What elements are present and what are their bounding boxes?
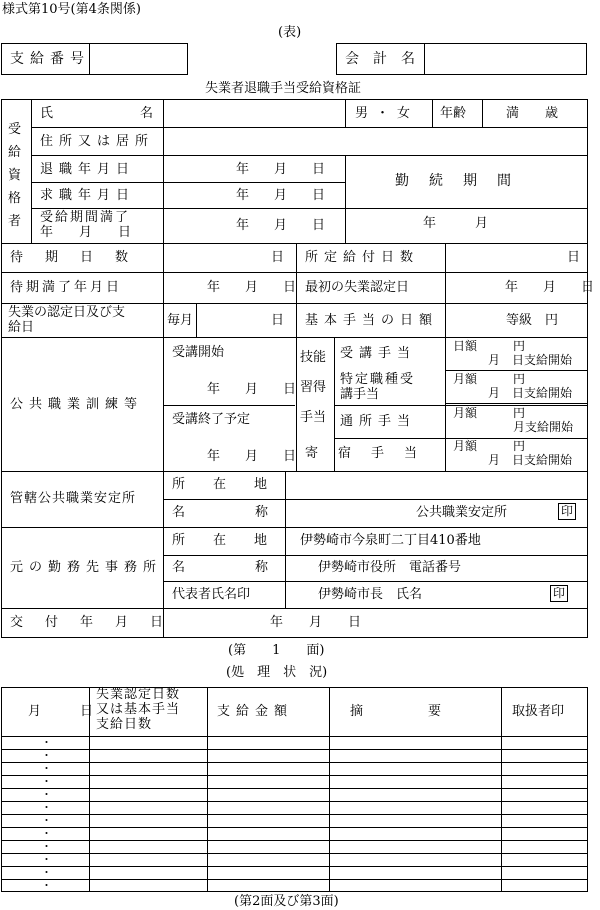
date-dot: ・: [41, 814, 52, 827]
lecture-allowance-label: 受講手当: [340, 346, 417, 361]
employer-name-label: 名称: [172, 560, 339, 575]
employer-location-label: 所在地: [172, 533, 296, 548]
table-row: [1, 840, 588, 841]
col-header-date: 月 日: [28, 704, 94, 719]
date-dot: ・: [41, 879, 52, 892]
waiting-end-label: 待期満了年月日: [10, 280, 123, 295]
office-seal: 印: [558, 503, 576, 520]
grade-yen: 等級 円: [506, 313, 559, 328]
period-end-label-2: 年 月 日: [40, 225, 132, 240]
cert-day-label-1: 失業の認定日及び支: [8, 305, 126, 320]
table-row: [1, 775, 588, 776]
name-label-2: 名: [140, 106, 154, 121]
col-header-remarks: 摘 要: [350, 704, 442, 719]
special-allowance-label-2: 講手当: [340, 387, 380, 402]
lodging-monthly-start: 月 日支給開始: [488, 453, 573, 467]
employer-location-value: 伊勢崎市今泉町二丁目410番地: [300, 533, 481, 548]
skill-label-1: 技能: [300, 350, 327, 365]
table-row: [1, 814, 588, 815]
form-number: 様式第10号(第4条関係): [2, 2, 141, 17]
issue-date-label: 交付年月日: [10, 615, 186, 630]
date-dot: ・: [41, 736, 52, 749]
commute-monthly-start: 月支給開始: [513, 420, 574, 434]
front-side-label: (表): [278, 25, 302, 40]
page-number: (第 1 面): [228, 643, 325, 658]
first-cert-label: 最初の失業認定日: [305, 280, 410, 295]
training-label: 公共職業訓練等: [10, 397, 144, 412]
table-row: [1, 827, 588, 828]
training-end-value: 年 月 日: [207, 449, 303, 464]
office-location-label: 所在地: [172, 477, 296, 492]
address-label: 住所又は居所: [40, 134, 155, 149]
table-row: [1, 801, 588, 802]
col-header-days-1: 失業認定日数: [96, 687, 181, 702]
lecture-daily-amount: 日額 円: [453, 339, 526, 353]
waiting-end-value: 年 月 日: [207, 280, 303, 295]
employer-seal: 印: [550, 585, 568, 602]
retire-date-value: 年 月 日: [236, 162, 332, 177]
service-period-label: 勤続期間: [395, 173, 531, 189]
lecture-daily-start: 月 日支給開始: [488, 353, 573, 367]
special-monthly-start: 月 日支給開始: [488, 386, 573, 400]
training-start-label: 受講開始: [172, 345, 225, 360]
table-row: [1, 866, 588, 867]
employer-rep-value: 伊勢崎市長 氏名: [318, 587, 423, 602]
date-dot: ・: [41, 827, 52, 840]
lodging-monthly-amount: 月額 円: [453, 439, 526, 453]
table-row: [1, 762, 588, 763]
waiting-days-label: 待期日数: [10, 250, 151, 265]
account-label: 会計名: [345, 51, 429, 67]
status-title: (処 理 状 況): [226, 665, 328, 680]
cert-day-label-2: 給日: [8, 320, 35, 335]
date-dot: ・: [41, 866, 52, 879]
date-dot: ・: [41, 762, 52, 775]
name-label-1: 氏: [40, 106, 54, 121]
date-dot: ・: [41, 775, 52, 788]
cert-day-unit: 日: [271, 313, 285, 328]
age-unit: 満 歳: [506, 106, 559, 121]
date-dot: ・: [41, 749, 52, 762]
special-monthly-amount: 月額 円: [453, 372, 526, 386]
date-dot: ・: [41, 801, 52, 814]
skill-label-3: 手当: [300, 410, 327, 425]
seek-date-value: 年 月 日: [236, 188, 332, 203]
table-row: [1, 788, 588, 789]
col-header-handler: 取扱者印: [512, 704, 565, 719]
prescribed-days-label: 所定給付日数: [305, 250, 420, 265]
waiting-days-unit: 日: [271, 250, 285, 265]
date-dot: ・: [41, 853, 52, 866]
service-period-value: 年 月: [423, 216, 489, 231]
gender-option: 男・女: [355, 106, 419, 121]
retire-date-label: 退職年月日: [40, 162, 136, 177]
col-header-amount: 支給金額: [217, 704, 294, 719]
period-end-label-1: 受給期間満了: [40, 210, 131, 225]
training-end-label: 受講終了予定: [172, 412, 251, 427]
table-row: [1, 853, 588, 854]
col-header-days-3: 支給日数: [96, 717, 153, 732]
date-dot: ・: [41, 788, 52, 801]
training-start-value: 年 月 日: [207, 382, 303, 397]
col-header-days-2: 又は基本手当: [96, 702, 181, 717]
office-label: 管轄公共職業安定所: [10, 491, 137, 506]
first-cert-value: 年 月 日: [505, 280, 600, 295]
every-month-label: 毎月: [167, 313, 194, 328]
lodging-allowance-label: 寄宿手当: [305, 446, 438, 461]
seek-date-label: 求職年月日: [40, 188, 136, 203]
basic-daily-label: 基本手当の日額: [305, 313, 439, 328]
prescribed-days-unit: 日: [567, 250, 581, 265]
document-title: 失業者退職手当受給資格証: [205, 81, 362, 96]
recipient-group-label: 受 給 資 格 者: [8, 122, 22, 229]
table-row: [1, 879, 588, 880]
period-end-value: 年 月 日: [236, 218, 332, 233]
skill-label-2: 習得: [300, 380, 327, 395]
issue-date-value: 年 月 日: [270, 615, 362, 630]
footer-page-label: (第2面及び第3面): [234, 894, 339, 909]
employer-rep-label: 代表者氏名印: [172, 587, 251, 602]
special-allowance-label-1: 特定職種受: [340, 372, 416, 387]
date-dot: ・: [41, 840, 52, 853]
payment-number-label: 支給番号: [10, 51, 90, 67]
commute-allowance-label: 通所手当: [340, 414, 417, 429]
commute-monthly-amount: 月額 円: [453, 406, 526, 420]
office-name-label: 名称: [172, 505, 339, 520]
employer-name-value: 伊勢崎市役所 電話番号: [318, 560, 462, 575]
office-name-value: 公共職業安定所: [416, 505, 508, 520]
age-label: 年齢: [440, 106, 467, 121]
table-row: [1, 749, 588, 750]
employer-label: 元の勤務先事務所: [10, 560, 163, 575]
